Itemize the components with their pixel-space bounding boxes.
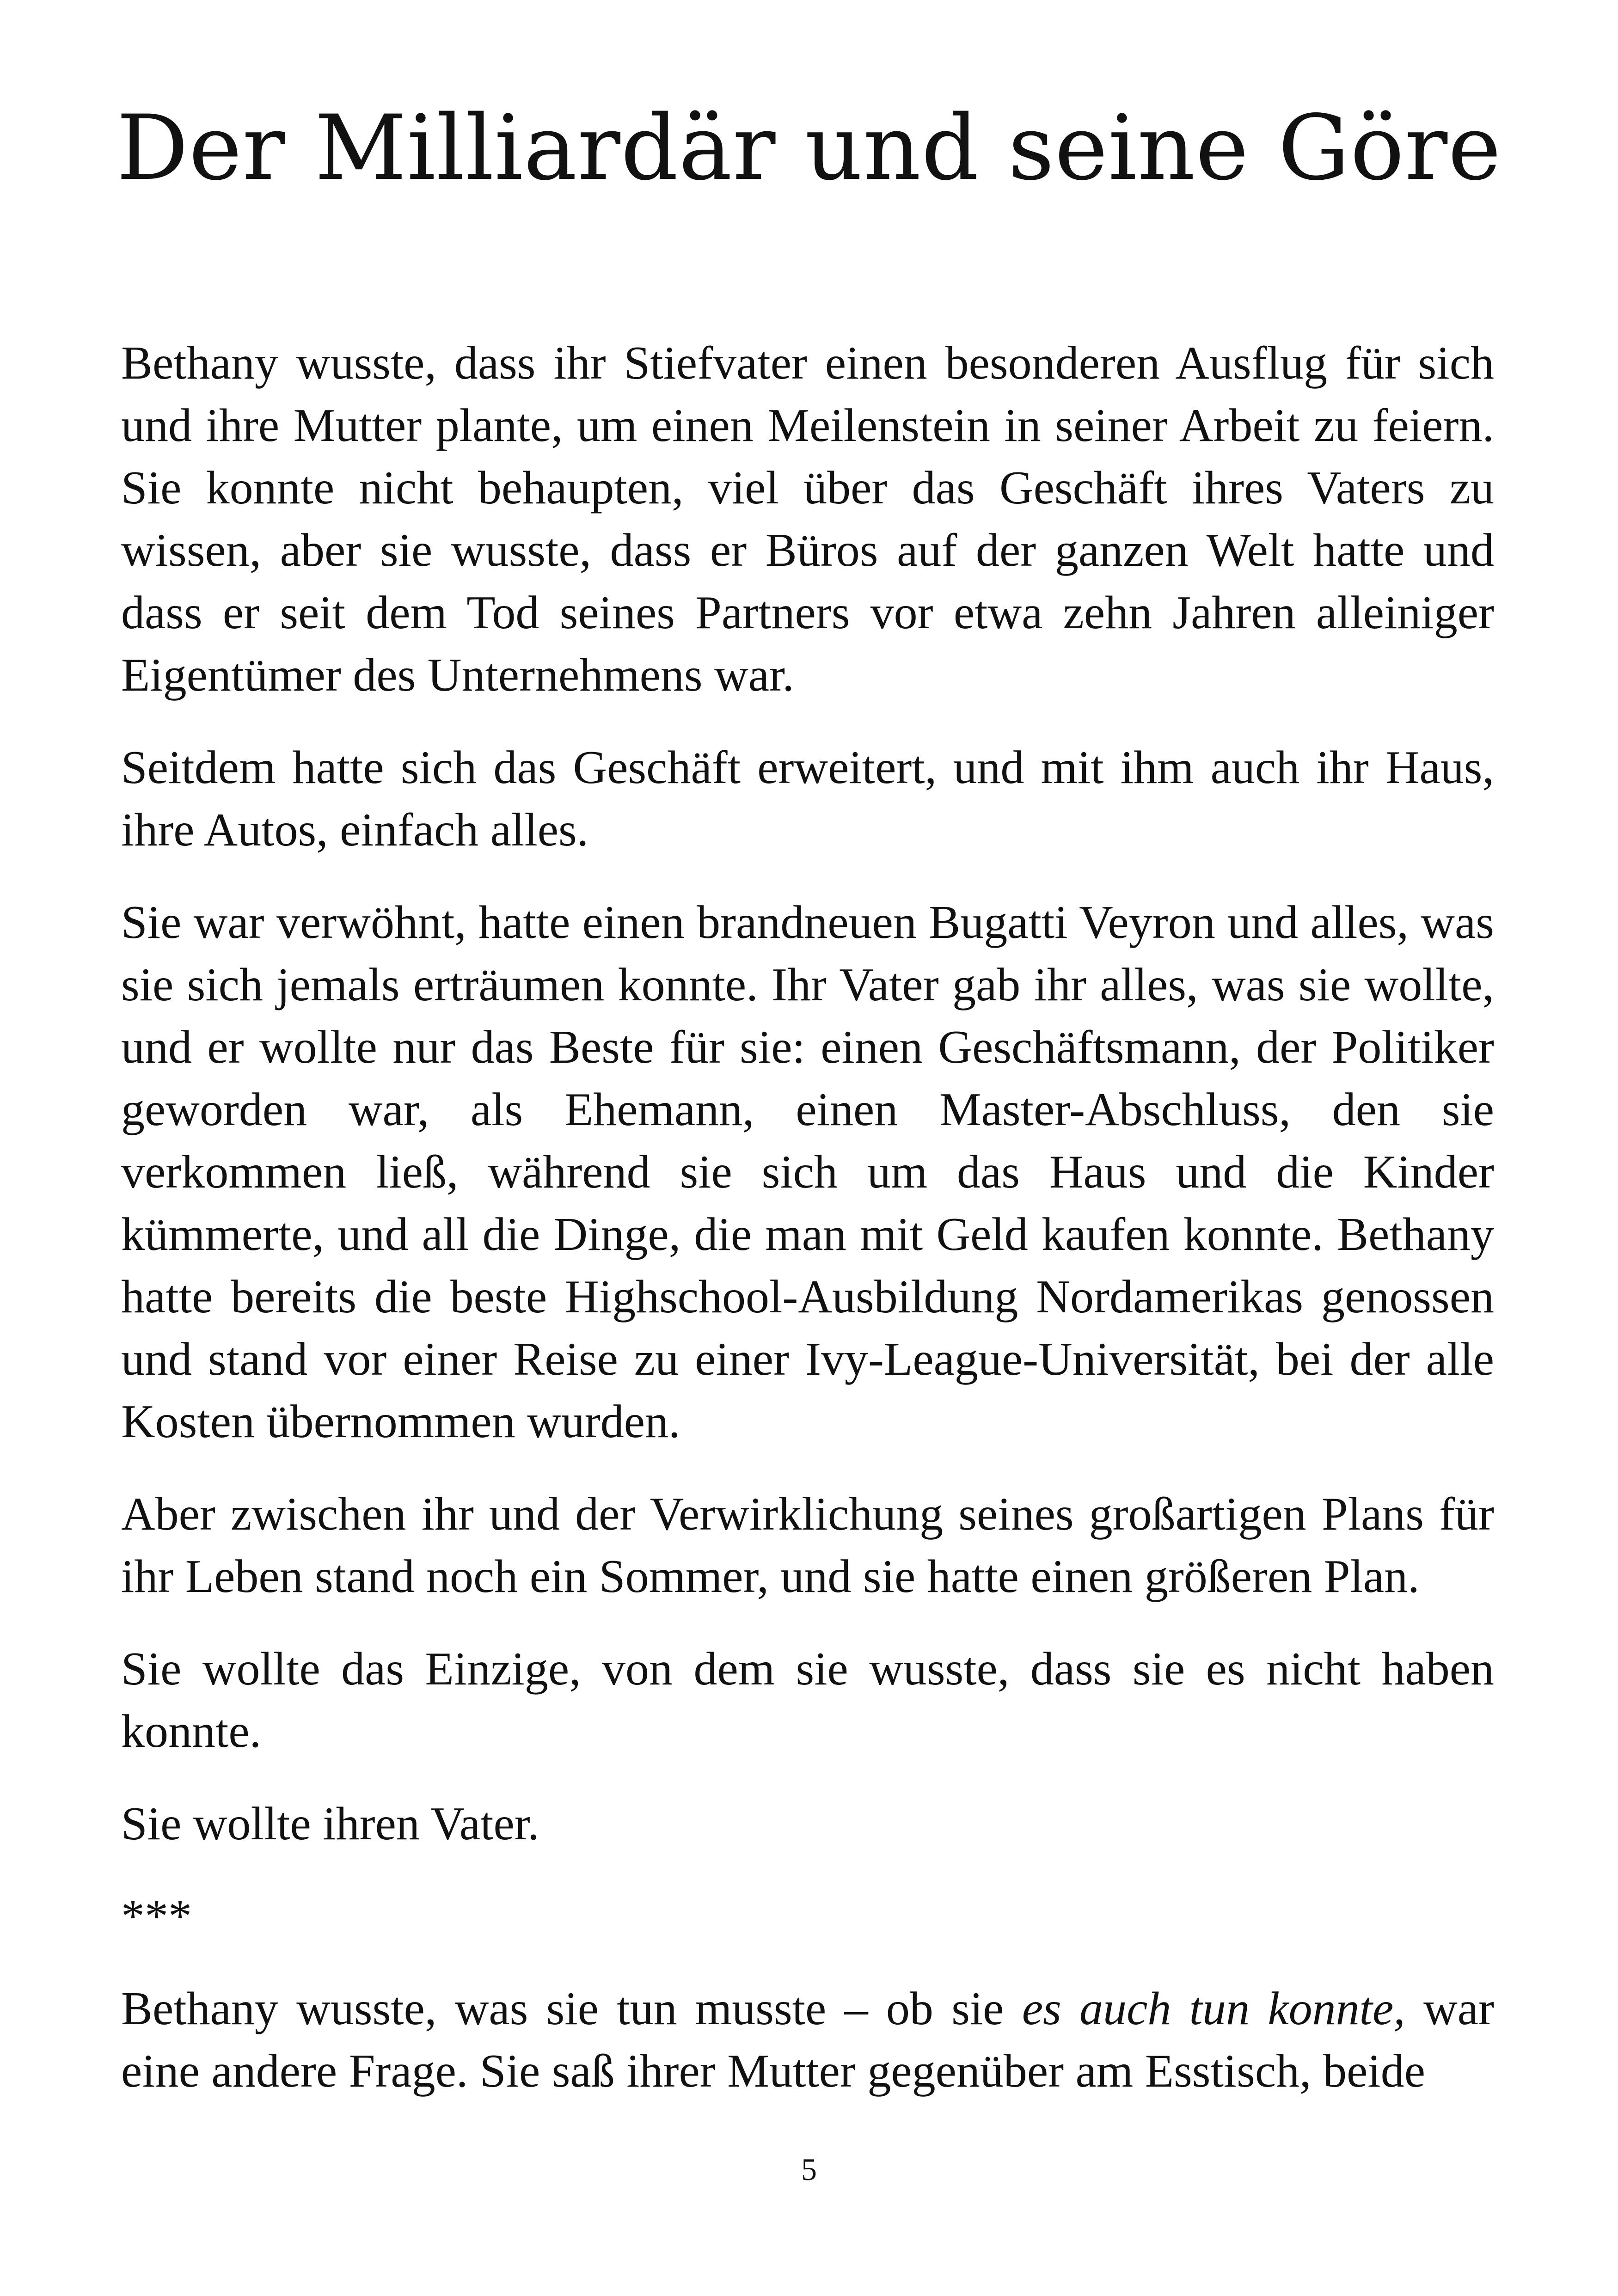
chapter-title: Der Milliardär und seine Göre bbox=[116, 96, 1502, 200]
page-number: 5 bbox=[801, 2152, 817, 2187]
paragraph: Aber zwischen ihr und der Verwirklichung seines großartigen Plans für ihr Leben stand noch ein Sommer, und sie hatte einen größeren Plan. bbox=[121, 1488, 1494, 1603]
emphasis-text: es auch tun konnte, bbox=[1022, 1983, 1405, 2035]
paragraph: Sie wollte ihren Vater. bbox=[121, 1798, 539, 1850]
text-run: Bethany wusste, was sie tun musste – ob sie bbox=[121, 1983, 1022, 2035]
paragraph: Sie war verwöhnt, hatte einen brandneuen Bugatti Veyron und alles, was sie sich jemals erträumen konnte. Ihr Vater gab ihr alles, was sie wollte, und er wollte nur das Beste für sie: einen Geschäftsmann, der Politiker geworden war, als Ehemann, einen Master-Abschluss, den sie verkommen ließ, während sie sich um das Haus und die Kinder kümmerte, und all die Dinge, die man mit Geld kaufen konnte. Bethany hatte bereits die beste Highschool-Ausbildung Nordamerikas genossen und stand vor einer Reise zu einer Ivy-League-Universität, bei der alle Kosten übernommen wurden. bbox=[121, 896, 1494, 1448]
paragraph-continued bbox=[121, 1978, 1494, 2102]
paragraph: Sie wollte das Einzige, von dem sie wusste, dass sie es nicht haben konnte. bbox=[121, 1643, 1494, 1757]
paragraph: Bethany wusste, dass ihr Stiefvater einen besonderen Ausflug für sich und ihre Mutter plante, um einen Meilenstein in seiner Arbeit zu feiern. Sie konnte nicht behaupten, viel über das Geschäft ihres Vaters zu wissen, aber sie wusste, dass er Büros auf der ganzen Welt hatte und dass er seit dem Tod seines Partners vor etwa zehn Jahren alleiniger Eigentümer des Unternehmens war. bbox=[121, 337, 1494, 701]
scene-separator: *** bbox=[121, 1890, 192, 1942]
page-body bbox=[121, 332, 1494, 2102]
text-run: war eine andere Frage. Sie saß ihrer Mutter gegenüber am Esstisch, beide bbox=[121, 1983, 1494, 2097]
paragraph: Seitdem hatte sich das Geschäft erweitert, und mit ihm auch ihr Haus, ihre Autos, einfach alles. bbox=[121, 741, 1494, 856]
